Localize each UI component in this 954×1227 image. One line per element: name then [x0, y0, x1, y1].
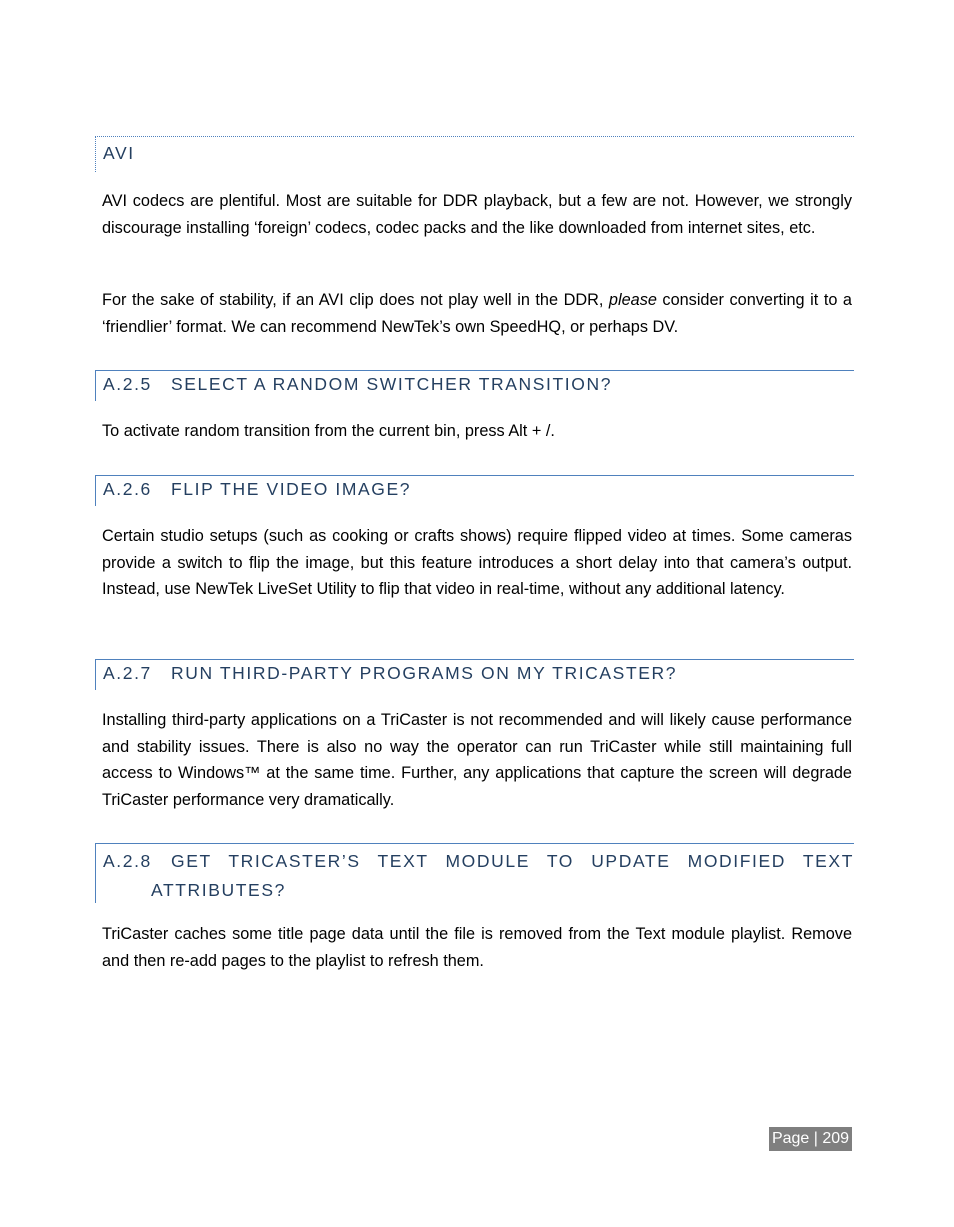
heading-number: A.2.8 — [103, 851, 152, 871]
heading-title: RUN THIRD-PARTY PROGRAMS ON MY TRICASTER? — [171, 663, 678, 683]
text-run: For the sake of stability, if an AVI clip does not play well in the DDR, — [102, 291, 609, 309]
paragraph-avi-2 — [102, 287, 852, 340]
heading-title: SELECT A RANDOM SWITCHER TRANSITION? — [171, 374, 613, 394]
heading-title: GET TRICASTER’S TEXT MODULE TO UPDATE MODIFIED TEXT — [171, 851, 854, 871]
heading-title-continued: ATTRIBUTES? — [151, 880, 286, 900]
paragraph-a28: TriCaster caches some title page data until the file is removed from the Text module playlist. Remove and then re-add pages to the playlist to refresh them. — [102, 925, 852, 970]
heading-number: A.2.6 — [103, 479, 152, 499]
section-heading-avi — [95, 136, 854, 172]
heading-number: A.2.7 — [103, 663, 152, 683]
heading-title: FLIP THE VIDEO IMAGE? — [171, 479, 412, 499]
heading-title: AVI — [103, 143, 135, 163]
paragraph-a27: Installing third-party applications on a TriCaster is not recommended and will likely cause performance and stability issues. There is also no way the operator can run TriCaster while still maintaining full access to Windows™ at the same time. Further, any applications that capture the screen will degrade TriCaster performance very dramatically. — [102, 711, 852, 809]
paragraph-a25: To activate random transition from the current bin, press Alt + /. — [102, 422, 555, 440]
heading-number: A.2.5 — [103, 374, 152, 394]
section-heading-a28 — [95, 843, 854, 903]
page-number: Page | 209 — [769, 1127, 852, 1151]
emphasis-text: please — [608, 291, 657, 309]
section-heading-a25 — [95, 370, 854, 401]
paragraph-avi-1: AVI codecs are plentiful. Most are suitable for DDR playback, but a few are not. However, we strongly discourage installing ‘foreign’ codecs, codec packs and the like downloaded from internet sites, etc. — [102, 192, 852, 237]
text-run: consider converting it to a ‘friendlier’ format. We can recommend NewTek’s own SpeedHQ, or perhaps DV. — [102, 291, 852, 336]
section-heading-a26 — [95, 475, 854, 506]
section-heading-a27 — [95, 659, 854, 690]
paragraph-a26: Certain studio setups (such as cooking or crafts shows) require flipped video at times. Some cameras provide a switch to flip the image, but this feature introduces a short delay into that camera’s output. Instead, use NewTek LiveSet Utility to flip that video in real-time, without any additional latency. — [102, 527, 852, 599]
